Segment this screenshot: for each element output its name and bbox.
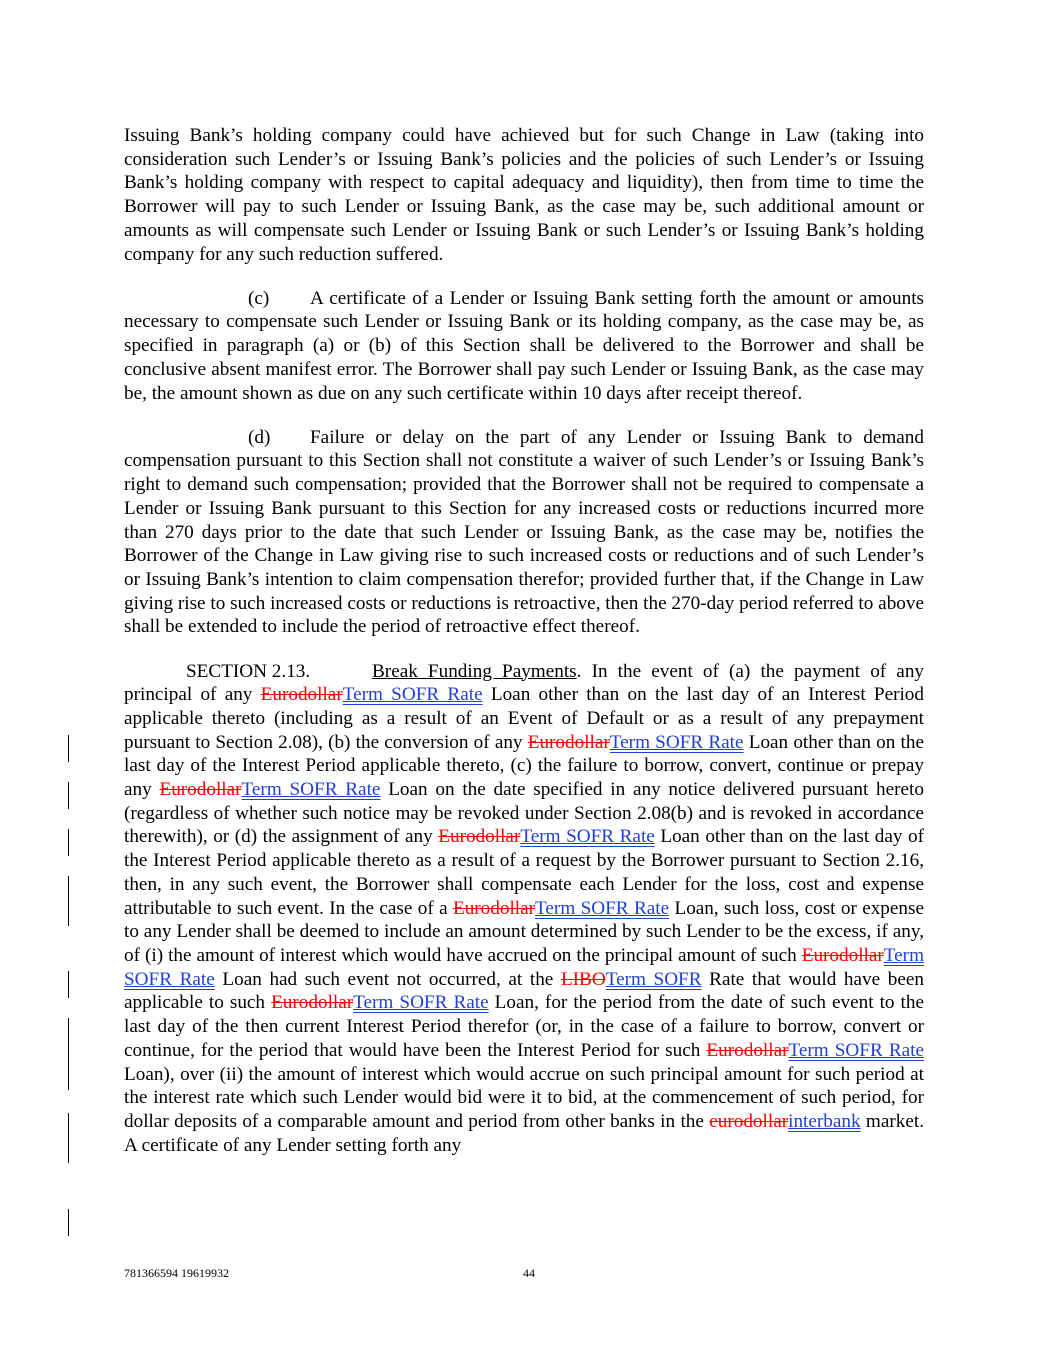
- deleted-text: eurodollar: [709, 1110, 789, 1132]
- section-text: Loan, such loss, cost or expense to any Lender shall be deemed to include an amount determined by such Lender to be the excess, if any, of (i) the amount of interest which would have accrued on the principal amount of such: [124, 897, 924, 966]
- section-text: market. A certificate of any Lender setting forth any: [124, 1110, 924, 1156]
- page-number: 44: [523, 1266, 535, 1280]
- paragraph-continuation: [124, 124, 924, 266]
- deleted-text: Eurodollar: [801, 945, 884, 966]
- change-bar: [68, 829, 69, 856]
- section-heading: Break Funding Payments: [372, 660, 577, 682]
- section-text: Loan, for the period from the date of such event to the last day of the then current Interest Period therefor (or, in the case of a failure to borrow, convert or continue, for the period that would have been the Interest Period for such: [124, 992, 924, 1061]
- deleted-text: Eurodollar: [452, 897, 536, 919]
- section-text: Loan other than on the last day of the Interest Period applicable thereto, (c) the failure to borrow, convert, continue or prepay any: [124, 731, 924, 801]
- paragraph-text: Issuing Bank’s holding company could have achieved but for such Change in Law (taking into consideration such Lender’s or Issuing Bank’s policies and the policies of such Lender’s or Issuing Bank’s holding company with respect to capital adequacy and liquidity), then from time to time the Borrower will pay to such Lender or Issuing Bank, as the case may be, such additional amount or amounts as will compensate such Lender or Issuing Bank or such Lender’s or Issuing Bank’s holding company for any such reduction suffered.: [124, 125, 924, 265]
- inserted-text: Term SOFR Rate: [609, 731, 744, 753]
- inserted-text: Term SOFR Rate: [788, 1039, 924, 1061]
- change-bar: [68, 735, 69, 762]
- change-bar: [68, 1113, 69, 1163]
- section-text: Loan on the date specified in any notice delivered pursuant hereto (regardless of whether such notice may be revoked under Section 2.08(b) and is revoked in accordance therewith), or (d) the assignment of any: [124, 779, 924, 848]
- inserted-text: Term SOFR Rate: [241, 779, 381, 801]
- change-bar: [68, 1209, 69, 1236]
- inserted-text: Term SOFR Rate: [520, 826, 655, 848]
- section-text: Loan had such event not occurred, at the: [214, 968, 561, 990]
- change-bar: [68, 1018, 69, 1090]
- deleted-text: LIBO: [560, 968, 606, 990]
- section-2-13: [124, 660, 924, 1158]
- deleted-text: Eurodollar: [271, 992, 354, 1014]
- change-bar: [68, 876, 69, 926]
- footer-doc-id: 781366594 19619932: [124, 1266, 229, 1280]
- section-text: Loan other than on the last day of an Interest Period applicable thereto (including as a result of an Event of Default or as a result of any prepayment pursuant to Section 2.08), (b) the conversion of any: [124, 684, 924, 753]
- deleted-text: Eurodollar: [159, 779, 242, 801]
- inserted-text: Term SOFR: [605, 968, 702, 990]
- paragraph-d: [124, 426, 924, 639]
- paragraph-text: Failure or delay on the part of any Lender or Issuing Bank to demand compensation pursuant to this Section shall not constitute a waiver of such Lender’s or Issuing Bank’s right to demand such compensation; provided that the Borrower shall not be required to compensate a Lender or Issuing Bank pursuant to this Section for any increased costs or reductions incurred more than 270 days prior to the date that such Lender or Issuing Bank, as the case may be, notifies the Borrower of the Change in Law giving rise to such increased costs or reductions and of such Lender’s or Issuing Bank’s intention to claim compensation therefor; provided further that, if the Change in Law giving rise to such increased costs or reductions is retroactive, then the 270-day period referred to above shall be extended to include the period of retroactive effect thereof.: [124, 426, 924, 638]
- inserted-text: Term SOFR Rate: [342, 684, 483, 706]
- section-text: . In the event of (a) the payment of any principal of any: [124, 660, 925, 706]
- inserted-text: Term SOFR Rate: [124, 945, 924, 990]
- section-text: Rate that would have been applicable to such: [124, 968, 924, 1014]
- section-text: Loan), over (ii) the amount of interest which would accrue on such principal amount for such period at the interest rate which such Lender would bid were it to bid, at the commencement of such period, for dollar deposits of a comparable amount and period from other banks in the: [124, 1063, 924, 1132]
- section-number: SECTION 2.13.: [186, 660, 311, 682]
- inserted-text: interbank: [788, 1110, 861, 1132]
- deleted-text: Eurodollar: [706, 1039, 789, 1061]
- change-bar: [68, 971, 69, 998]
- inserted-text: Term SOFR Rate: [353, 992, 489, 1014]
- inserted-text: Term SOFR Rate: [535, 897, 670, 919]
- section-text: Loan other than on the last day of the Interest Period applicable thereto as a result of a request by the Borrower pursuant to Section 2.16, then, in any such event, the Borrower shall compensate each Lender for the loss, cost and expense attributable to such event. In the case of a: [124, 826, 925, 919]
- change-bar: [68, 782, 69, 809]
- paragraph-text: A certificate of a Lender or Issuing Bank setting forth the amount or amounts necessary to compensate such Lender or Issuing Bank or its holding company, as the case may be, as specified in paragraph (a) or (b) of this Section shall be delivered to the Borrower and shall be conclusive absent manifest error. The Borrower shall pay such Lender or Issuing Bank, as the case may be, the amount shown as due on any such certificate within 10 days after receipt thereof.: [124, 287, 924, 404]
- deleted-text: Eurodollar: [438, 826, 521, 848]
- paragraph-label: (d): [248, 426, 271, 448]
- body-text: [124, 124, 924, 1178]
- paragraph-label: (c): [248, 287, 270, 309]
- deleted-text: Eurodollar: [260, 684, 343, 706]
- deleted-text: Eurodollar: [527, 731, 610, 753]
- paragraph-c: [124, 287, 924, 406]
